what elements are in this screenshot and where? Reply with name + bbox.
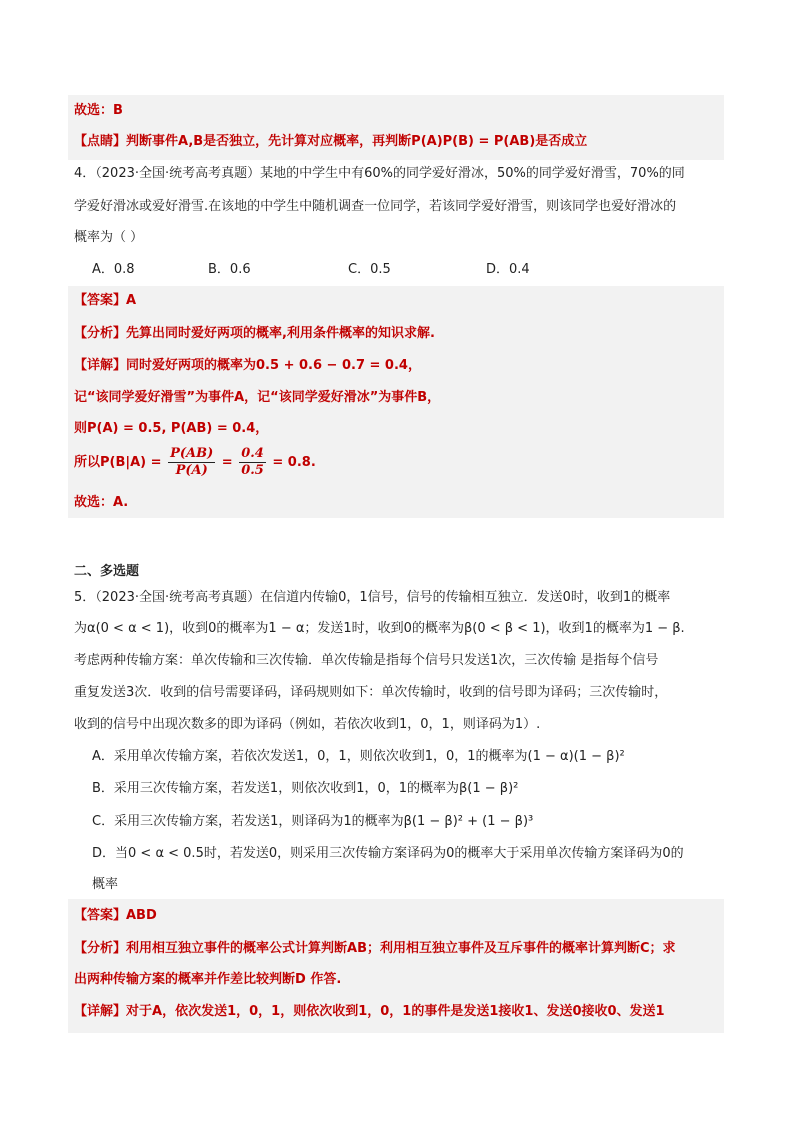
q4-detail-2: 记“该同学爱好滑雪”为事件A，记“该同学爱好滑冰”为事件B， <box>74 390 441 405</box>
q4-stem-line-1: 4．（2023·全国·统考高考真题）某地的中学生中有60%的同学爱好滑冰，50%的同学爱好滑雪，70%的同 <box>74 166 685 181</box>
q4-stem-line-2: 学爱好滑冰或爱好滑雪.在该地的中学生中随机调查一位同学，若该同学爱好滑雪，则该同学也爱好滑冰的 <box>74 199 677 214</box>
q5-detail-1-text: 对于A，依次发送1，0，1，则依次收到1，0，1的事件是发送1接收1、发送0接收0、发送1 <box>126 1004 665 1019</box>
q5-analysis-label: 【分析】 <box>74 941 127 956</box>
q5-option-d-line-1: D．当0 < α < 0.5时，若发送0，则采用三次传输方案译码为0的概率大于采用单次传输方案译码为0的 <box>92 846 684 861</box>
tip-line <box>74 133 587 151</box>
q5-stem-line-2: 为α(0 < α < 1)，收到0的概率为1 − α；发送1时，收到0的概率为β(0 < β < 1)，收到1的概率为1 − β. <box>74 621 685 636</box>
q5-option-a: A．采用单次传输方案，若依次发送1，0，1，则依次收到1，0，1的概率为(1 − α)(1 − β)² <box>92 749 625 764</box>
q4-detail-3: 则P(A) = 0.5, P(AB) = 0.4， <box>74 421 269 436</box>
q5-stem-line-3: 考虑两种传输方案：单次传输和三次传输．单次传输是指每个信号只发送1次，三次传输 是指每个信号 <box>74 653 659 668</box>
q5-detail-1 <box>74 1003 665 1021</box>
q5-option-d-line-2: 概率 <box>92 877 119 892</box>
q4-option-c: C．0.5 <box>348 262 391 277</box>
q4-answer: 【答案】A <box>74 293 137 308</box>
q5-answer: 【答案】ABD <box>74 908 157 923</box>
q4-fraction-2 <box>239 446 266 479</box>
q4-option-b: B．0.6 <box>208 262 251 277</box>
q4-option-d: D．0.4 <box>486 262 530 277</box>
tip-label: 【点睛】 <box>74 134 127 149</box>
q5-detail-label: 【详解】 <box>74 1004 127 1019</box>
q5-stem-line-4: 重复发送3次．收到的信号需要译码，译码规则如下：单次传输时，收到的信号即为译码；三次传输时， <box>74 685 668 700</box>
q4-analysis <box>74 325 435 343</box>
q5-analysis-2: 出两种传输方案的概率并作差比较判断D 作答. <box>74 972 342 987</box>
q4-frac2-num: 0.4 <box>241 446 264 461</box>
q4-detail-4-prefix: 所以P(B|A) = <box>74 455 162 470</box>
section-title: 二、多选题 <box>74 564 140 579</box>
q4-frac1-num: P(AB) <box>170 446 214 461</box>
q4-analysis-label: 【分析】 <box>74 326 127 341</box>
q5-stem-line-1: 5．（2023·全国·统考高考真题）在信道内传输0，1信号，信号的传输相互独立．发送0时，收到1的概率 <box>74 590 671 605</box>
q5-option-c: C．采用三次传输方案，若发送1，则译码为1的概率为β(1 − β)² + (1 − β)³ <box>92 814 534 829</box>
q4-frac2-den: 0.5 <box>241 463 264 478</box>
q4-detail-label: 【详解】 <box>74 358 127 373</box>
q4-choice: 故选：A. <box>74 495 129 510</box>
q4-eq: = <box>221 455 233 470</box>
q4-option-a: A．0.8 <box>92 262 135 277</box>
q4-detail-4-suffix: = 0.8. <box>272 455 316 470</box>
q5-option-b: B．采用三次传输方案，若发送1，则依次收到1，0，1的概率为β(1 − β)² <box>92 781 519 796</box>
q4-analysis-text: 先算出同时爱好两项的概率,利用条件概率的知识求解. <box>126 326 435 341</box>
q4-fraction-1 <box>168 446 215 479</box>
q4-stem-line-3: 概率为（ ） <box>74 230 144 245</box>
choice-text: 故选：B <box>74 103 123 118</box>
q4-detail-1 <box>74 357 421 375</box>
tip-text: 判断事件A,B是否独立，先计算对应概率，再判断P(A)P(B) = P(AB)是否成立 <box>126 134 588 149</box>
q4-detail-4 <box>74 446 316 480</box>
q5-analysis-1 <box>74 940 676 958</box>
q5-stem-line-5: 收到的信号中出现次数多的即为译码（例如，若依次收到1，0，1，则译码为1）. <box>74 717 541 732</box>
q4-detail-1-text: 同时爱好两项的概率为0.5 + 0.6 − 0.7 = 0.4， <box>126 358 421 373</box>
q4-frac1-den: P(A) <box>175 463 208 478</box>
q5-analysis-1-text: 利用相互独立事件的概率公式计算判断AB；利用相互独立事件及互斥事件的概率计算判断C；求 <box>126 941 676 956</box>
